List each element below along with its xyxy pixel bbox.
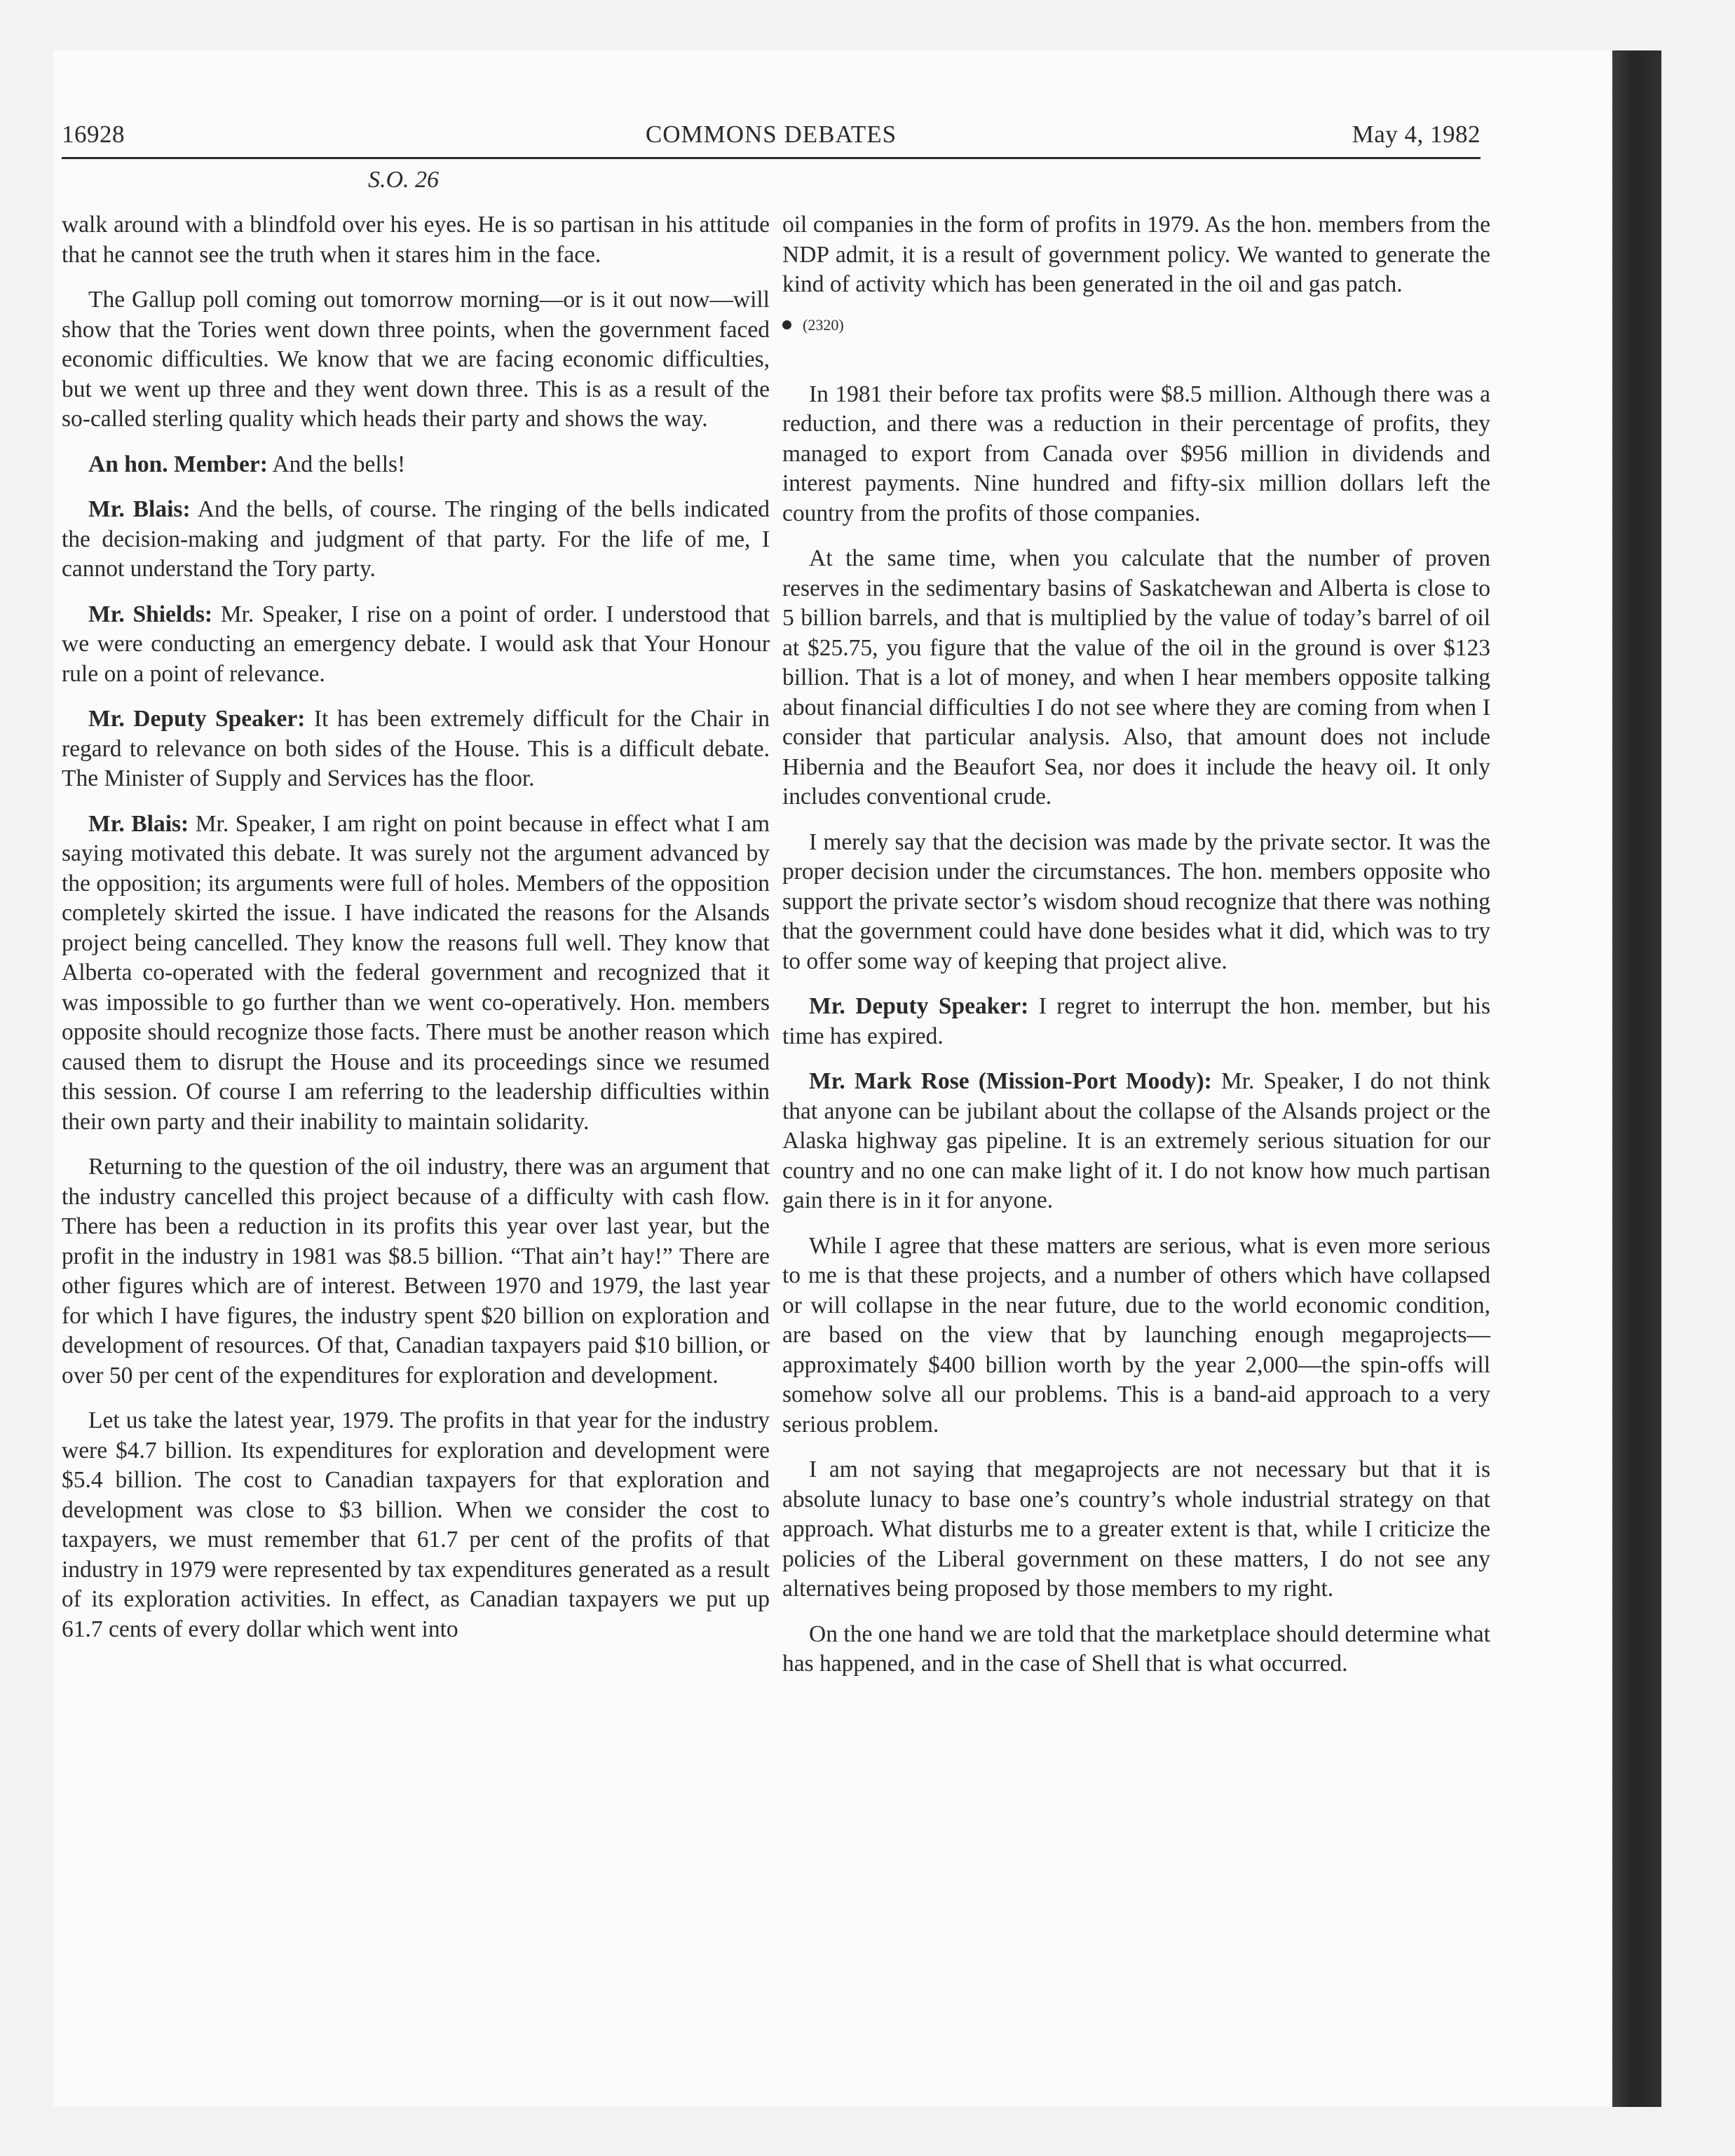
speaker-name: Mr. Deputy Speaker: [88, 706, 306, 732]
section-label: S.O. 26 [368, 167, 440, 193]
paragraph-text: oil companies in the form of profits in 1979. As the hon. members from the NDP admit, it is a result of government policy. We wanted to generate the kind of activity which has been generated in the oil and gas patch. [782, 212, 1490, 297]
paragraph-text: Returning to the question of the oil industry, there was an argument that the industry cancelled this project because of a difficulty with cash flow. There has been a reduction in its profits this year over last year, but the profit in the industry in 1981 was $8.5 billion. “That ain’t hay!” There are other figures which are of interest. Between 1970 and 1979, the last year for which I have figures, the industry spent $20 billion on exploration and development of resources. Of that, Canadian taxpayers paid $10 billion, or over 50 per cent of the expenditures for exploration and development. [62, 1154, 770, 1389]
paragraph-text: While I agree that these matters are serious, what is even more serious to me is that these projects, and a number of others which have collapsed or will collapse in the near future, due to the world economic condition, are based on the view that by launching enough megaprojects—approximately $400 billion worth by the year 2,000—the spin-offs will somehow solve all our problems. This is a band-aid approach to a very serious problem. [782, 1232, 1490, 1438]
paragraph [782, 380, 1490, 529]
paragraph-text: At the same time, when you calculate that the number of proven reserves in the sedimentary basins of Saskatchewan and Alberta is close to 5 billion barrels, and that is multiplied by the value of today’s barrel of oil at $25.75, you figure that the value of the oil in the ground is over $123 billion. That is a lot of money, and when I hear members opposite talking about financial difficulties I do not see where they are coming from when I consider that particular analysis. Also, that amount does not include Hibernia and the Beaufort Sea, nor does it include the heavy oil. It only includes conventional crude. [782, 545, 1490, 810]
paragraph-text: And the bells! [272, 451, 406, 477]
paragraph [782, 544, 1490, 812]
scan-edge-shadow [1612, 50, 1661, 2107]
paragraph [782, 828, 1490, 977]
paragraph [62, 704, 770, 794]
speaker-name: Mr. Blais: [88, 496, 191, 522]
paragraph-text: In 1981 their before tax profits were $8.5 million. Although there was a reduction, and there was a reduction in their percentage of profits, they managed to export from Canada over $956 million in dividends and interest payments. Nine hundred and fifty-six million dollars left the country from the profits of those companies. [782, 381, 1490, 526]
page-number: 16928 [62, 121, 125, 148]
speaker-name: Mr. Shields: [88, 601, 213, 627]
paragraph-text: Let us take the latest year, 1979. The profits in that year for the industry were $4.7 billion. Its expenditures for exploration and development were $5.4 billion. The cost to Canadian taxpayers for that exploration and development was close to $3 billion. When we consider the cost to taxpayers, we must remember that 61.7 per cent of the profits of that industry in 1979 were represented by tax expenditures generated as a result of its exploration activities. In effect, as Canadian taxpayers we put up 61.7 cents of every dollar which went into [62, 1407, 770, 1642]
paragraph-text: I am not saying that megaprojects are not necessary but that it is absolute lunacy to base one’s country’s whole industrial strategy on that approach. What disturbs me to a greater extent is that, while I criticize the policies of the Liberal government on these matters, I do not see any alternatives being proposed by those members to my right. [782, 1456, 1490, 1602]
paragraph-text: And the bells, of course. The ringing of the bells indicated the decision-making and judgment of that party. For the life of me, I cannot understand the Tory party. [62, 496, 770, 582]
paragraph [782, 1620, 1490, 1679]
paragraph [62, 810, 770, 1138]
publication-title: COMMONS DEBATES [645, 121, 897, 148]
paragraph-text: On the one hand we are told that the marketplace should determine what has happened, and in the case of Shell that is what occurred. [782, 1621, 1490, 1677]
paragraph-text: Mr. Speaker, I am right on point because in effect what I am saying motivated this debate. It was surely not the argument advanced by the opposition; its arguments were full of holes. Members of the opposition completely skirted the issue. I have indicated the reasons for the Alsands project being cancelled. They know the reasons full well. They know that Alberta co-operated with the federal government and recognized that it was impossible to go further than we went co-operatively. Hon. members opposite should recognize those facts. There must be another reason which caused them to disrupt the House and its proceedings since we resumed this session. Of course I am referring to the leadership difficulties within their own party and their inability to maintain solidarity. [62, 810, 770, 1135]
left-column [62, 210, 770, 1660]
paragraph-text: I merely say that the decision was made by the private sector. It was the proper decision under the circumstances. The hon. members opposite who support the private sector’s wisdom shoud recognize that there was nothing that the government could have done besides what it did, which was to try to offer some way of keeping that project alive. [782, 828, 1490, 974]
page-header [62, 121, 1481, 159]
paragraph-text: walk around with a blindfold over his eyes. He is so partisan in his attitude that he cannot see the truth when it stares him in the face. [62, 212, 770, 268]
paragraph [62, 210, 770, 270]
paragraph [62, 1406, 770, 1644]
paragraph [62, 285, 770, 435]
paragraph [782, 992, 1490, 1051]
paragraph [782, 1231, 1490, 1440]
speaker-name: An hon. Member: [88, 451, 268, 477]
paragraph [62, 495, 770, 585]
paragraph-text: Mr. Speaker, I rise on a point of order. I understood that we were conducting an emergency debate. I would ask that Your Honour rule on a point of relevance. [62, 601, 770, 687]
publication-date: May 4, 1982 [1352, 121, 1481, 148]
speaker-name: Mr. Mark Rose (Mission-Port Moody): [809, 1068, 1212, 1094]
paragraph [782, 210, 1490, 300]
paragraph-text: The Gallup poll coming out tomorrow morning—or is it out now—will show that the Tories went down three points, when the government faced economic difficulties. We know that we are facing economic difficulties, but we went up three and they went down three. This is as a result of the so-called sterling quality which heads their party and shows the way. [62, 287, 770, 432]
right-column [782, 210, 1490, 1695]
bullet-icon [782, 320, 791, 329]
paragraph [62, 450, 770, 480]
timestamp-text: (2320) [803, 315, 844, 334]
paragraph [782, 1455, 1490, 1604]
paragraph [782, 1067, 1490, 1216]
paragraph-text: It has been extremely difficult for the Chair in regard to relevance on both sides of the House. This is a difficult debate. The Minister of Supply and Services has the floor. [62, 706, 770, 791]
paragraph-text: I regret to interrupt the hon. member, but his time has expired. [782, 993, 1490, 1049]
timestamp-marker [782, 315, 1490, 335]
paragraph [62, 1152, 770, 1391]
paragraph [62, 600, 770, 690]
speaker-name: Mr. Deputy Speaker: [809, 993, 1029, 1019]
speaker-name: Mr. Blais: [88, 810, 189, 837]
paragraph-text: Mr. Speaker, I do not think that anyone can be jubilant about the collapse of the Alsands project or the Alaska highway gas pipeline. It is an extremely serious situation for our country and no one can make light of it. I do not know how much partisan gain there is in it for anyone. [782, 1068, 1490, 1213]
